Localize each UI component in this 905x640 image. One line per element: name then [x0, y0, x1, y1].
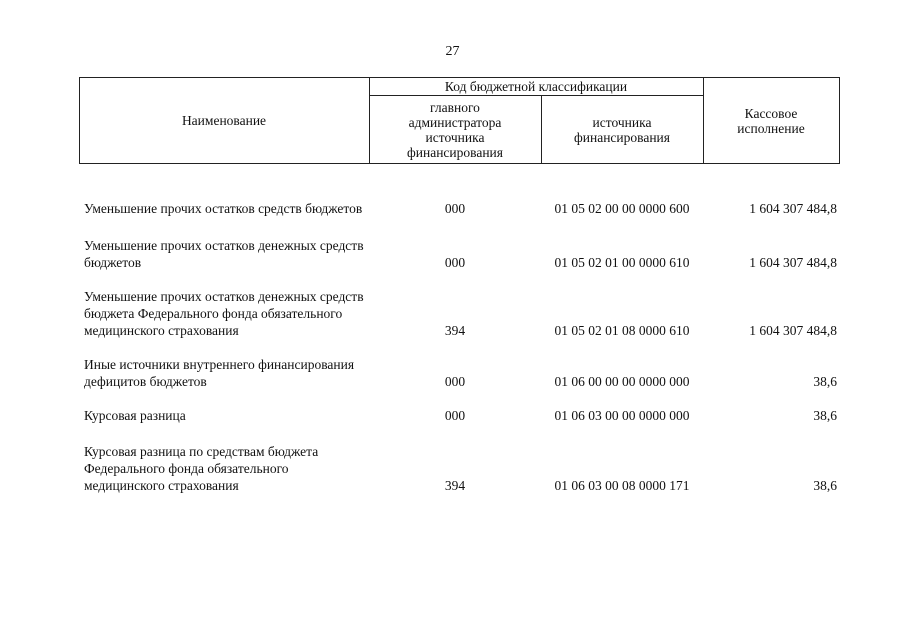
- row-source-code: 01 05 02 00 00 0000 600: [554, 201, 690, 216]
- table-row: [79, 180, 840, 217]
- column-header-execution-label: Кассовое исполнение: [737, 105, 805, 136]
- table-row: [79, 355, 840, 390]
- row-name: Уменьшение прочих остатков денежных средств бюджета Федерального фонда обязательного медицинского страхования: [84, 289, 364, 338]
- table-row: [79, 406, 840, 424]
- column-group-budget-code: [369, 78, 703, 95]
- row-source-code: 01 06 03 00 00 0000 000: [554, 408, 690, 423]
- column-header-name: [79, 77, 369, 164]
- column-header-execution: [703, 77, 839, 164]
- table-row: [79, 234, 840, 271]
- column-header-source: [541, 96, 703, 164]
- row-source-code: 01 05 02 01 08 0000 610: [554, 323, 690, 338]
- row-amount: 1 604 307 484,8: [749, 201, 837, 216]
- row-admin-code: 000: [444, 408, 466, 423]
- row-name: Курсовая разница по средствам бюджета Федерального фонда обязательного медицинского страхования: [84, 444, 319, 493]
- row-amount: 38,6: [813, 478, 837, 493]
- column-group-budget-code-label: Код бюджетной классификации: [444, 79, 628, 94]
- row-name: Иные источники внутреннего финансирования дефицитов бюджетов: [84, 357, 355, 389]
- table-row: [79, 287, 840, 339]
- row-name: Уменьшение прочих остатков денежных средств бюджетов: [84, 238, 364, 270]
- row-source-code: 01 05 02 01 00 0000 610: [554, 255, 690, 270]
- row-admin-code: 000: [444, 201, 466, 216]
- column-header-chief-admin-label: главного администратора источника финансирования: [407, 100, 503, 160]
- row-admin-code: 394: [444, 323, 466, 338]
- row-amount: 38,6: [813, 374, 837, 389]
- row-amount: 1 604 307 484,8: [749, 255, 837, 270]
- table-row: [79, 442, 840, 494]
- header-border-right: [839, 77, 840, 164]
- row-name: Уменьшение прочих остатков средств бюджетов: [84, 201, 363, 216]
- row-admin-code: 000: [444, 255, 466, 270]
- column-header-source-label: источника финансирования: [574, 115, 670, 145]
- row-amount: 1 604 307 484,8: [749, 323, 837, 338]
- page-number: 27: [445, 44, 460, 59]
- row-source-code: 01 06 03 00 08 0000 171: [554, 478, 690, 493]
- column-header-chief-admin: [395, 96, 515, 164]
- row-amount: 38,6: [813, 408, 837, 423]
- row-admin-code: 394: [444, 478, 466, 493]
- column-header-name-label: Наименование: [181, 113, 267, 128]
- row-admin-code: 000: [444, 374, 466, 389]
- row-name: Курсовая разница: [84, 408, 186, 423]
- row-source-code: 01 06 00 00 00 0000 000: [554, 374, 690, 389]
